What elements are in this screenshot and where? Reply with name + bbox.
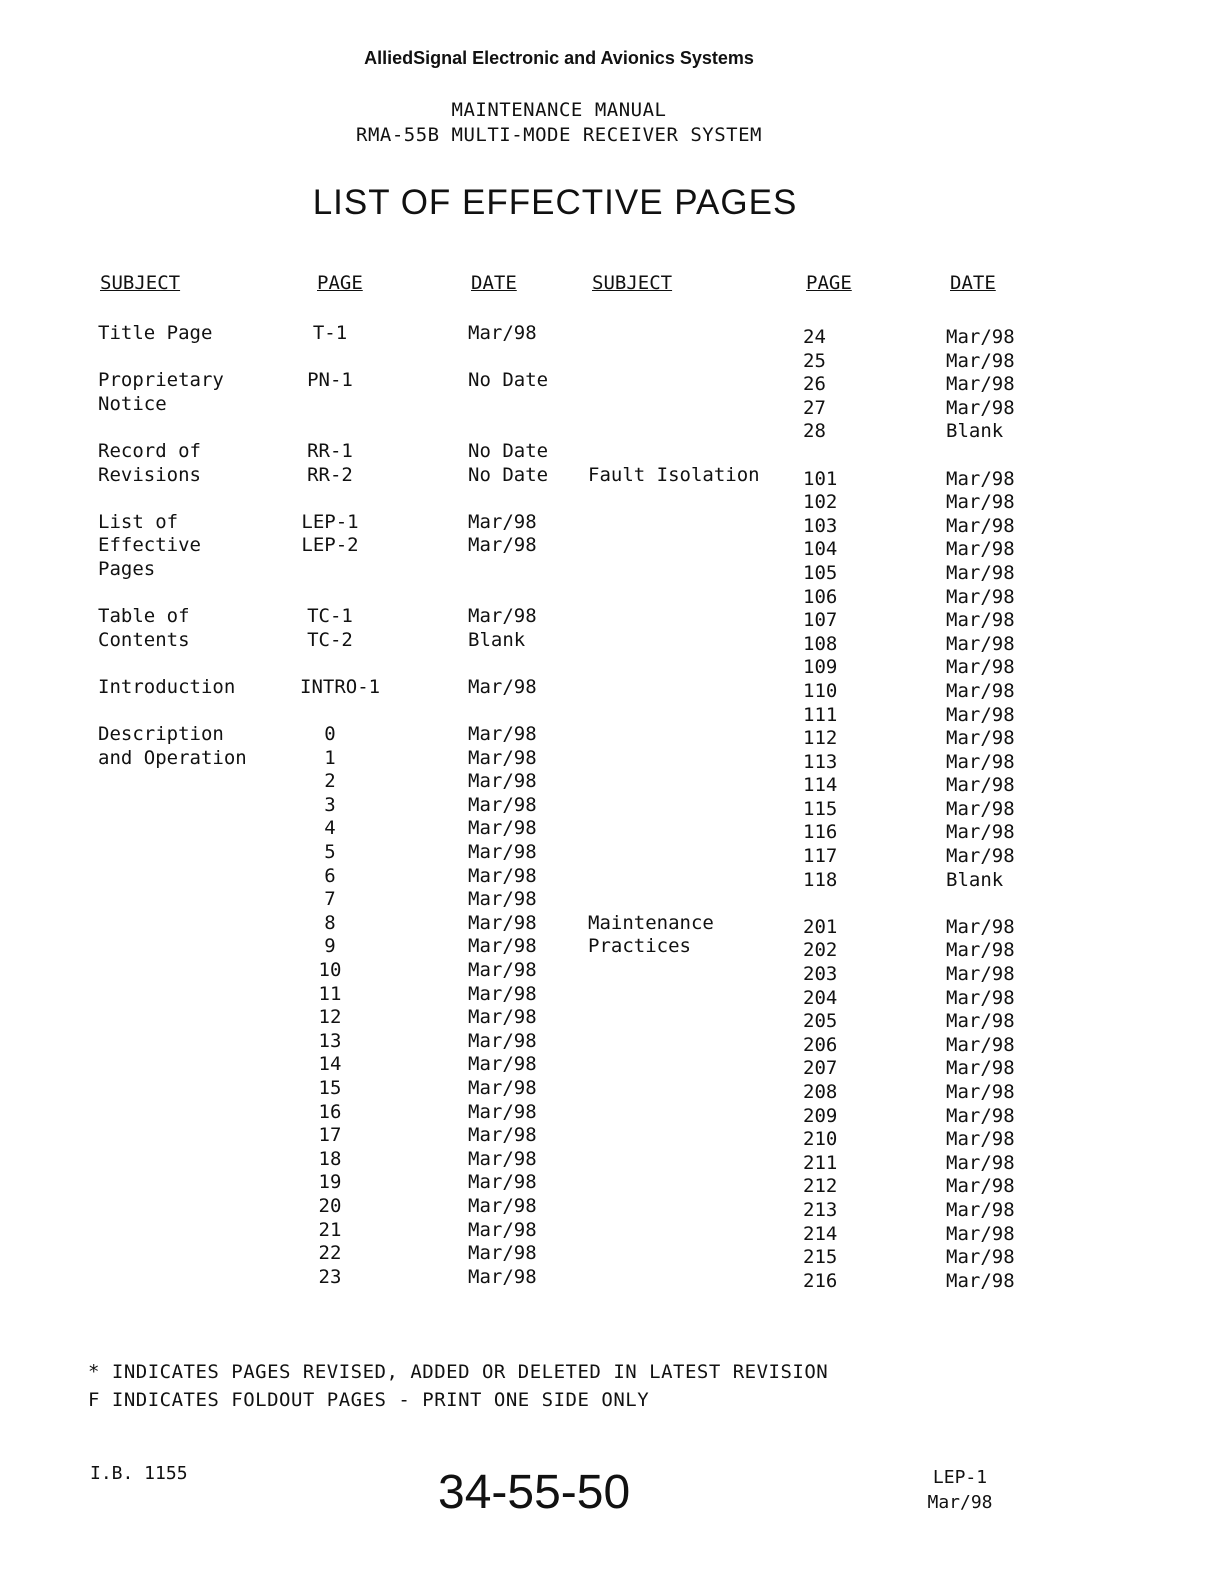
table-cell — [588, 487, 760, 511]
table-cell: 26 — [803, 373, 826, 396]
table-cell: 101 — [803, 467, 838, 490]
left-subject-header: SUBJECT — [100, 272, 181, 294]
right-date-header: DATE — [950, 272, 996, 294]
table-cell: Mar/98 — [946, 1010, 1015, 1033]
table-cell — [300, 582, 360, 606]
table-cell: Mar/98 — [946, 986, 1015, 1009]
table-cell — [300, 700, 360, 724]
table-cell: Blank — [468, 628, 526, 651]
table-cell: 21 — [318, 1218, 342, 1241]
table-cell: Mar/98 — [946, 349, 1015, 372]
table-cell — [588, 676, 760, 700]
table-cell: Mar/98 — [946, 1104, 1015, 1127]
table-cell: 103 — [803, 514, 838, 537]
table-cell: Mar/98 — [468, 1029, 537, 1052]
table-cell: Mar/98 — [468, 793, 537, 816]
table-cell — [300, 393, 360, 417]
table-cell: Mar/98 — [946, 1057, 1015, 1080]
table-cell: RR-2 — [307, 463, 353, 486]
table-cell: Mar/98 — [946, 1269, 1015, 1292]
table-cell — [588, 346, 760, 370]
page-title: LIST OF EFFECTIVE PAGES — [312, 183, 798, 222]
table-cell: Mar/98 — [468, 1171, 537, 1194]
table-cell — [98, 582, 247, 606]
table-cell: 112 — [803, 727, 838, 750]
right-subject-header: SUBJECT — [592, 272, 673, 294]
table-cell — [468, 416, 548, 440]
table-cell — [946, 892, 1015, 916]
table-cell: LEP-1 — [301, 510, 359, 533]
table-cell — [588, 629, 760, 653]
table-cell: Pages — [98, 557, 156, 580]
table-cell: 118 — [803, 868, 838, 891]
table-cell: 207 — [803, 1057, 838, 1080]
table-cell: 102 — [803, 491, 838, 514]
table-cell: 110 — [803, 679, 838, 702]
table-cell: No Date — [468, 369, 549, 392]
table-cell: 111 — [803, 703, 838, 726]
table-cell: Blank — [946, 868, 1004, 891]
table-cell — [588, 416, 760, 440]
table-cell: Mar/98 — [946, 491, 1015, 514]
table-cell: Mar/98 — [468, 1006, 537, 1029]
table-cell: Mar/98 — [468, 1147, 537, 1170]
table-cell: Mar/98 — [946, 797, 1015, 820]
table-cell: 206 — [803, 1033, 838, 1056]
table-cell — [588, 511, 760, 535]
table-cell: 2 — [324, 770, 336, 793]
table-cell: Mar/98 — [946, 1246, 1015, 1269]
table-cell: Mar/98 — [468, 817, 537, 840]
table-cell: INTRO-1 — [300, 675, 381, 698]
table-cell: 216 — [803, 1269, 838, 1292]
table-cell — [300, 416, 360, 440]
table-cell: Mar/98 — [468, 1077, 537, 1099]
table-cell: 203 — [803, 963, 838, 986]
right-date-column — [946, 326, 1015, 1293]
table-cell — [588, 652, 760, 676]
table-cell: 28 — [803, 420, 826, 443]
table-cell: 11 — [318, 982, 342, 1005]
table-cell: Mar/98 — [468, 746, 537, 769]
table-cell — [300, 558, 360, 582]
table-cell: 107 — [803, 609, 838, 632]
table-cell: 113 — [803, 750, 838, 773]
table-cell — [588, 794, 760, 818]
table-cell: Revisions — [98, 463, 201, 486]
table-cell: TC-1 — [307, 605, 353, 628]
table-cell: TC-2 — [307, 628, 353, 651]
legend-notes — [88, 1358, 828, 1414]
table-cell: Mar/98 — [468, 982, 537, 1005]
table-cell — [468, 582, 548, 606]
table-cell: Mar/98 — [946, 821, 1015, 844]
table-cell — [588, 393, 760, 417]
table-cell: 12 — [318, 1006, 342, 1029]
table-cell: Mar/98 — [468, 675, 537, 698]
table-cell — [98, 416, 247, 440]
table-cell: 15 — [318, 1077, 342, 1099]
manual-heading — [0, 98, 1118, 148]
table-cell: 213 — [803, 1198, 838, 1221]
table-cell: 1 — [324, 746, 336, 769]
table-cell: 210 — [803, 1128, 838, 1151]
table-cell: 14 — [318, 1053, 342, 1076]
table-cell: PN-1 — [307, 369, 353, 392]
manual-line-1: MAINTENANCE MANUAL — [451, 99, 667, 121]
table-cell: Mar/98 — [468, 322, 537, 344]
table-cell: Effective — [98, 534, 201, 557]
table-cell — [588, 841, 760, 865]
table-cell: Contents — [98, 628, 190, 651]
right-subject-column — [588, 322, 760, 959]
table-cell: Mar/98 — [946, 1081, 1015, 1103]
table-cell: Mar/98 — [468, 841, 537, 864]
table-cell: Mar/98 — [468, 1124, 537, 1147]
table-cell: Mar/98 — [946, 1222, 1015, 1245]
table-cell — [588, 770, 760, 794]
table-cell — [803, 444, 837, 468]
document-number: 34-55-50 — [438, 1466, 631, 1519]
table-cell: Practices — [588, 935, 691, 958]
table-cell: and Operation — [98, 746, 247, 769]
table-cell — [588, 440, 760, 464]
page-date: Mar/98 — [927, 1492, 993, 1513]
table-cell: 106 — [803, 585, 838, 608]
left-page-column — [300, 322, 381, 1289]
table-cell — [588, 747, 760, 771]
table-cell: Mar/98 — [468, 1053, 537, 1076]
table-cell — [588, 888, 760, 912]
table-cell: Mar/98 — [946, 609, 1015, 632]
table-cell: Mar/98 — [468, 959, 537, 982]
table-cell — [98, 700, 247, 724]
note-revised: * INDICATES PAGES REVISED, ADDED OR DELETED IN LATEST REVISION — [88, 1361, 829, 1383]
table-cell: 209 — [803, 1104, 838, 1127]
table-cell: 19 — [318, 1171, 342, 1194]
table-cell: Mar/98 — [468, 510, 537, 533]
table-cell: T-1 — [312, 322, 348, 344]
table-cell — [98, 652, 247, 676]
table-cell: 115 — [803, 797, 838, 820]
table-cell: 5 — [324, 841, 336, 864]
table-cell — [588, 723, 760, 747]
table-cell — [588, 322, 760, 346]
table-cell: 0 — [324, 723, 336, 746]
table-cell: 10 — [318, 959, 342, 982]
table-cell: Mar/98 — [468, 1265, 537, 1288]
table-cell — [588, 558, 760, 582]
table-cell — [588, 865, 760, 889]
left-subject-column — [98, 322, 247, 770]
table-cell: 4 — [324, 817, 336, 840]
table-cell: Mar/98 — [946, 514, 1015, 537]
right-page-header: PAGE — [806, 272, 852, 294]
table-cell: Mar/98 — [946, 939, 1015, 962]
company-name: AlliedSignal Electronic and Avionics Systems — [364, 48, 754, 68]
table-cell — [300, 652, 360, 676]
page-reference — [920, 1465, 1000, 1515]
table-cell: 25 — [803, 349, 826, 372]
table-cell: Mar/98 — [946, 727, 1015, 750]
table-cell: Mar/98 — [946, 915, 1015, 938]
table-cell: 9 — [324, 935, 336, 958]
table-cell: Table of — [98, 605, 190, 628]
table-cell: Mar/98 — [468, 864, 537, 887]
table-cell — [468, 652, 548, 676]
table-cell: 18 — [318, 1147, 342, 1170]
table-cell — [588, 534, 760, 558]
table-cell: Mar/98 — [468, 1100, 537, 1123]
table-cell: Mar/98 — [946, 326, 1015, 348]
table-cell: 7 — [324, 888, 336, 911]
right-page-column — [803, 326, 837, 1293]
table-cell: Mar/98 — [468, 935, 537, 958]
table-cell: Mar/98 — [468, 770, 537, 793]
table-cell: Mar/98 — [468, 534, 537, 557]
table-cell: Mar/98 — [468, 723, 537, 746]
table-cell: 104 — [803, 538, 838, 561]
table-cell: Mar/98 — [946, 1175, 1015, 1198]
table-cell: 17 — [318, 1124, 342, 1147]
table-cell: 3 — [324, 793, 336, 816]
table-cell: Mar/98 — [468, 911, 537, 934]
table-cell: 108 — [803, 632, 838, 655]
table-cell: Mar/98 — [946, 703, 1015, 726]
table-cell — [588, 582, 760, 606]
table-cell — [803, 892, 837, 916]
manual-line-2: RMA-55B MULTI-MODE RECEIVER SYSTEM — [356, 124, 762, 146]
table-cell: Mar/98 — [946, 1198, 1015, 1221]
table-cell: Mar/98 — [946, 585, 1015, 608]
table-cell — [468, 393, 548, 417]
table-cell: 202 — [803, 939, 838, 962]
table-cell: Fault Isolation — [588, 463, 760, 486]
table-cell: LEP-2 — [301, 534, 359, 557]
note-foldout: F INDICATES FOLDOUT PAGES - PRINT ONE SIDE ONLY — [88, 1389, 650, 1411]
table-cell: 204 — [803, 986, 838, 1009]
table-cell: Mar/98 — [946, 679, 1015, 702]
table-cell: 214 — [803, 1222, 838, 1245]
table-cell: Mar/98 — [946, 963, 1015, 986]
table-cell — [946, 444, 1015, 468]
table-cell: Mar/98 — [946, 538, 1015, 561]
table-cell: 114 — [803, 774, 838, 797]
table-cell: Mar/98 — [946, 1151, 1015, 1174]
table-cell: Mar/98 — [468, 1218, 537, 1241]
table-cell — [98, 346, 247, 370]
table-cell — [98, 487, 247, 511]
table-cell: No Date — [468, 439, 549, 462]
table-cell: 116 — [803, 821, 838, 844]
table-cell — [588, 700, 760, 724]
table-cell: 16 — [318, 1100, 342, 1123]
table-cell: 23 — [318, 1265, 342, 1288]
ib-number: I.B. 1155 — [90, 1463, 188, 1484]
table-cell — [300, 487, 360, 511]
table-cell: 8 — [324, 911, 336, 934]
table-cell: Mar/98 — [946, 561, 1015, 584]
table-cell: Mar/98 — [468, 1242, 537, 1265]
table-cell — [468, 558, 548, 582]
table-cell: Mar/98 — [946, 656, 1015, 679]
table-cell: No Date — [468, 463, 549, 486]
table-cell: 212 — [803, 1175, 838, 1198]
table-cell: Introduction — [98, 675, 236, 698]
table-cell: Record of — [98, 439, 201, 462]
table-cell: Mar/98 — [946, 774, 1015, 797]
table-cell: Proprietary — [98, 369, 224, 392]
table-cell: RR-1 — [307, 439, 353, 462]
table-cell: Description — [98, 723, 224, 746]
table-cell: List of — [98, 510, 179, 533]
table-cell: Mar/98 — [468, 888, 537, 911]
table-cell: Mar/98 — [946, 845, 1015, 868]
table-cell: Mar/98 — [468, 1194, 537, 1217]
table-cell: 109 — [803, 656, 838, 679]
table-cell: Mar/98 — [946, 632, 1015, 655]
table-cell: 105 — [803, 561, 838, 584]
table-cell: Blank — [946, 420, 1004, 443]
table-cell: 24 — [803, 326, 826, 348]
table-cell: 6 — [324, 864, 336, 887]
table-cell: 27 — [803, 396, 826, 419]
table-cell: 22 — [318, 1242, 342, 1265]
table-cell: 201 — [803, 915, 838, 938]
left-date-column — [468, 322, 548, 1289]
table-cell: 117 — [803, 845, 838, 868]
table-cell: Mar/98 — [468, 605, 537, 628]
table-cell — [468, 487, 548, 511]
table-cell: Mar/98 — [946, 1128, 1015, 1151]
table-cell: Mar/98 — [946, 467, 1015, 490]
table-cell: Notice — [98, 392, 167, 415]
table-cell — [300, 346, 360, 370]
table-cell — [588, 369, 760, 393]
table-cell: 205 — [803, 1010, 838, 1033]
left-date-header: DATE — [471, 272, 517, 294]
table-cell: Maintenance — [588, 911, 714, 934]
left-page-header: PAGE — [317, 272, 363, 294]
table-cell: 208 — [803, 1081, 838, 1103]
table-cell: Mar/98 — [946, 750, 1015, 773]
table-cell — [468, 346, 548, 370]
table-cell — [468, 700, 548, 724]
table-cell: Title Page — [98, 322, 213, 344]
table-cell: Mar/98 — [946, 373, 1015, 396]
table-cell: Mar/98 — [946, 396, 1015, 419]
table-cell: Mar/98 — [946, 1033, 1015, 1056]
table-cell — [588, 817, 760, 841]
table-cell: 211 — [803, 1151, 838, 1174]
table-cell: 13 — [318, 1029, 342, 1052]
table-cell: 215 — [803, 1246, 838, 1269]
table-cell — [588, 605, 760, 629]
table-cell: 20 — [318, 1194, 342, 1217]
page-id: LEP-1 — [932, 1467, 988, 1488]
